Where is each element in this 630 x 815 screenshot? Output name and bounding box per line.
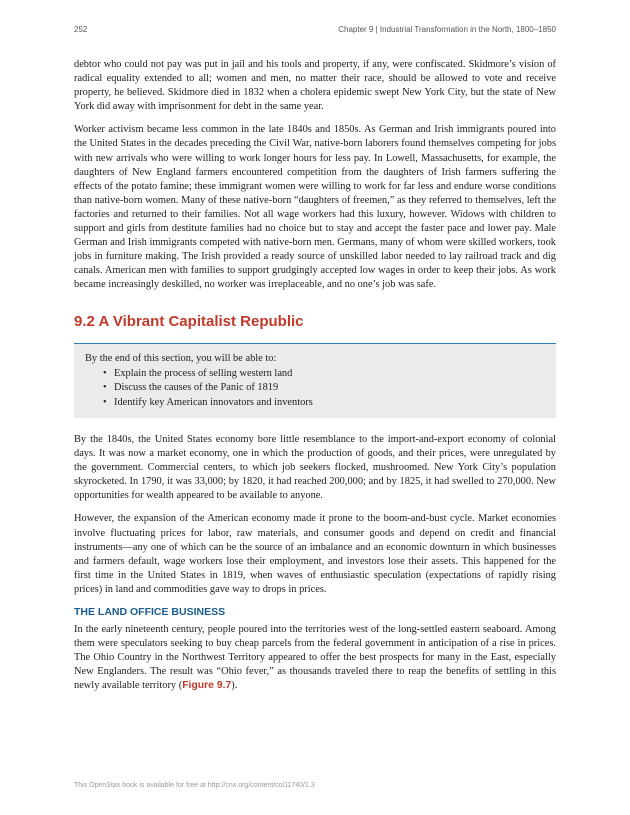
objective-text: Identify key American innovators and inventors	[114, 396, 313, 408]
objective-text: Explain the process of selling western land	[114, 367, 293, 379]
bullet-icon: •	[103, 367, 107, 379]
subsection-title: THE LAND OFFICE BUSINESS	[74, 606, 226, 619]
bullet-icon: •	[103, 382, 107, 393]
page-content	[74, 58, 556, 703]
list-item	[103, 367, 545, 382]
bullet-icon: •	[103, 396, 107, 408]
paragraph	[74, 623, 556, 693]
learning-objectives-box	[74, 343, 556, 419]
section-title: 9.2 A Vibrant Capitalist Republic	[74, 312, 304, 330]
paragraph: Worker activism became less common in the late 1840s and 1850s. As German and Irish immigrants poured into the United States in the decades preceding the Civil War, native-born laborers found themselves competing for jobs with new arrivals who were willing to work longer hours for less pay. In Lowell, Massachusetts, for example, the daughters of New England farmers encountered competition from the daughters of Irish farmers suffering the effects of the potato famine; these immigrant women were willing to work for far less and endure worse conditions than native-born women. Many of these native-born “daughters of freemen,” as they referred to themselves, left the factories and returned to their families. Not all wage workers had this luxury, however. Widows with children to support and girls from destitute families had no choice but to stay and accept the faster pace and lower pay. Male German and Irish immigrants competed with native-born men. Germans, many of whom were skilled workers, took jobs in furniture making. The Irish provided a ready source of unskilled labor needed to lay railroad track and dig canals. American men with families to support grudgingly accepted low wages in order to keep their jobs. As work became increasingly deskilled, no worker was irreplaceable, and no one’s job was safe.	[74, 124, 556, 291]
objectives-list	[85, 367, 545, 411]
page-number: 252	[74, 25, 88, 34]
list-item	[103, 396, 545, 411]
paragraph-text: In the early nineteenth century, people poured into the territories west of the long-settled eastern seaboard. Among them were speculators seeking to buy cheap parcels from the federal government in anticipation of a rise in prices. The Ohio Country in the Northwest Territory appeared to offer the best prospects for many in the East, especially New Englanders. The result was “Ohio fever,” as thousands traveled there to reap the benefits of settling in this newly available territory (	[74, 624, 556, 692]
paragraph-closing: ).	[231, 680, 238, 692]
chapter-title: Chapter 9 | Industrial Transformation in the North, 1800–1850	[338, 25, 556, 34]
objectives-intro: By the end of this section, you will be able to:	[85, 352, 277, 364]
page-footer: This OpenStax book is available for free at http://cnx.org/content/col11740/1.3	[74, 782, 315, 789]
paragraph: debtor who could not pay was put in jail and his tools and property, if any, were confiscated. Skidmore’s vision of radical equality extended to all; women and men, no matter their race, should be allowed to vote and receive property, he believed. Skidmore died in 1832 when a cholera epidemic swept New York City, but the state of New York did away with imprisonment for debt in the same year.	[74, 59, 556, 113]
figure-link[interactable]: Figure 9.7	[182, 680, 232, 692]
list-item	[103, 381, 545, 396]
page-header	[74, 25, 556, 37]
objective-text: Discuss the causes of the Panic of 1819	[114, 382, 279, 393]
paragraph: However, the expansion of the American economy made it prone to the boom-and-bust cycle. Market economies involve fluctuating prices for labor, raw materials, and consumer goods and depend on credit and financial instruments—any one of which can be the source of an imbalance and an economic downturn in which businesses and farmers default, wage workers lose their employment, and investors lose their assets. This happened for the first time in the United States in 1819, when waves of enthusiastic speculation (expectations of rapidly rising prices) in land and commodities gave way to drops in prices.	[74, 513, 556, 595]
paragraph: By the 1840s, the United States economy bore little resemblance to the import-and-export economy of colonial days. It was now a market economy, one in which the production of goods, and their prices, were unregulated by the government. Commercial centers, to which job seekers flocked, mushroomed. New York City’s population skyrocketed. In 1790, it was 33,000; by 1820, it had reached 200,000; and by 1825, it had swelled to 270,000. New opportunities for wealth appeared to be available to anyone.	[74, 434, 556, 502]
